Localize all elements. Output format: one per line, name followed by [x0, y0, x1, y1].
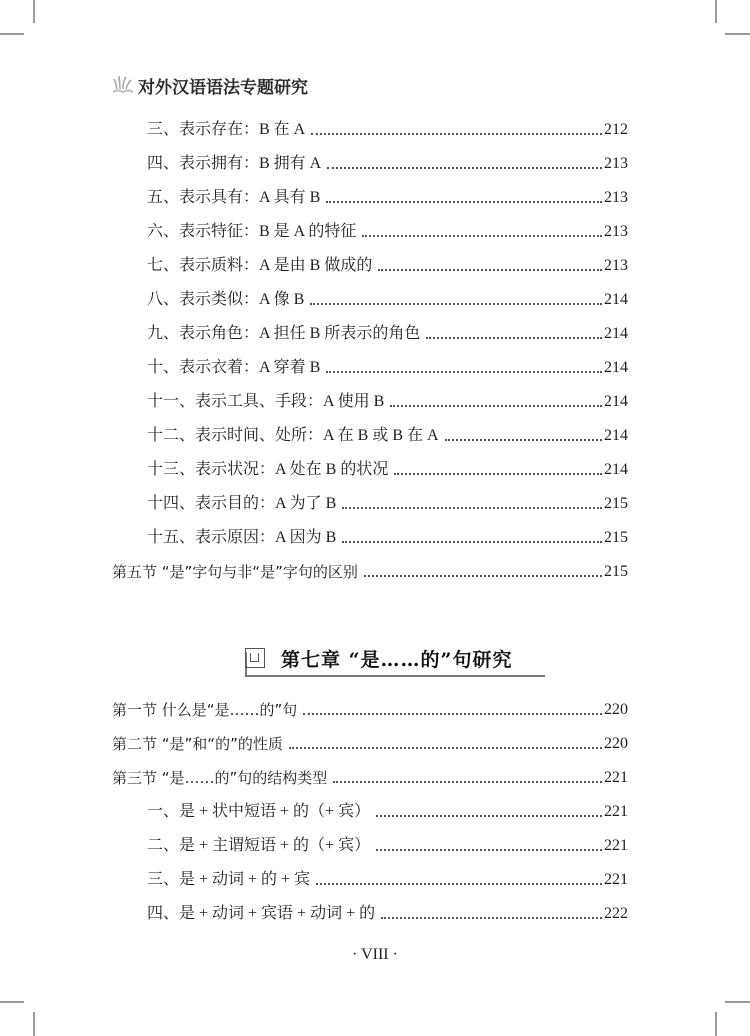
toc-entry-label: 三、表示存在：B 在 A [147, 121, 306, 138]
toc-entry[interactable] [0, 116, 750, 140]
toc-entry-label: 一、是 + 状中短语 + 的（+ 宾） [147, 803, 371, 820]
toc-entry[interactable] [0, 150, 750, 174]
toc-entry-label: 十、表示衣着：A 穿着 B [147, 359, 321, 376]
toc-entry-page: 220 [604, 701, 628, 718]
dot-leader [445, 439, 602, 441]
toc-section-entry[interactable] [0, 558, 750, 582]
square-spiral-icon [245, 648, 265, 668]
dot-leader [327, 167, 602, 169]
toc-entry-label: 十四、表示目的：A 为了 B [147, 495, 337, 512]
dot-leader [426, 337, 602, 339]
toc-entry-label: 九、表示角色：A 担任 B 所表示的角色 [147, 325, 421, 342]
toc-entry-label: 十二、表示时间、处所：A 在 B 或 B 在 A [147, 427, 439, 444]
toc-entry[interactable] [0, 832, 750, 856]
toc-section-entry[interactable] [0, 730, 750, 754]
toc-entry-page: 214 [604, 427, 628, 444]
toc-entry[interactable] [0, 388, 750, 412]
toc-entry[interactable] [0, 422, 750, 446]
dot-leader [362, 235, 602, 237]
toc-entry-page: 214 [604, 359, 628, 376]
toc-entry-page: 215 [604, 529, 628, 546]
toc-entry[interactable] [0, 524, 750, 548]
toc-entry[interactable] [0, 866, 750, 890]
running-header [112, 70, 308, 100]
toc-entry-label: 十三、表示状况：A 处在 B 的状况 [147, 461, 389, 478]
dot-leader [310, 303, 602, 305]
toc-entry-label: 二、是 + 主谓短语 + 的（+ 宾） [147, 837, 371, 854]
dot-leader [303, 713, 602, 715]
dot-leader [364, 575, 602, 577]
toc-section-entry[interactable] [0, 764, 750, 788]
dot-leader [342, 541, 602, 543]
chapter-title: 第七章 “是……的”句研究 [281, 648, 513, 671]
dot-leader [326, 201, 602, 203]
toc-entry-page: 214 [604, 393, 628, 410]
toc-entry[interactable] [0, 252, 750, 276]
crop-mark-top-left-vertical [33, 0, 35, 23]
toc-entry-label: 第二节 “是”和“的”的性质 [112, 735, 283, 753]
toc-entry-page: 221 [604, 803, 628, 820]
dot-leader [289, 747, 602, 749]
toc-entry-page: 221 [604, 837, 628, 854]
toc-entry[interactable] [0, 218, 750, 242]
toc-entry[interactable] [0, 320, 750, 344]
toc-entry-page: 213 [604, 257, 628, 274]
toc-entry-page: 214 [604, 325, 628, 342]
crop-mark-bottom-right-vertical [715, 1012, 717, 1036]
chapter-underline [245, 675, 545, 677]
toc-entry-label: 十五、表示原因：A 因为 B [147, 529, 337, 546]
dot-leader [390, 405, 602, 407]
toc-entry-label: 第一节 什么是“是……的”句 [112, 701, 298, 719]
crop-mark-bottom-left-horizontal [0, 1001, 24, 1003]
chapter-heading[interactable] [245, 640, 545, 676]
toc-entry-page: 214 [604, 461, 628, 478]
toc-entry-label: 八、表示类似：A 像 B [147, 291, 305, 308]
toc-entry-label: 四、是 + 动词 + 宾语 + 动词 + 的 [147, 905, 376, 922]
toc-entry-page: 213 [604, 155, 628, 172]
toc-entry-page: 220 [604, 735, 628, 752]
dot-leader [311, 133, 602, 135]
toc-entry-page: 221 [604, 769, 628, 786]
dot-leader [376, 849, 602, 851]
toc-entry-page: 215 [604, 495, 628, 512]
toc-entry-label: 七、表示质料：A 是由 B 做成的 [147, 257, 373, 274]
toc-entry-label: 四、表示拥有：B 拥有 A [147, 155, 322, 172]
crop-mark-top-right-vertical [715, 0, 717, 23]
crop-mark-bottom-right-horizontal [725, 1001, 750, 1003]
toc-entry-page: 214 [604, 291, 628, 308]
open-book-with-leaves-icon [112, 73, 134, 97]
dot-leader [381, 917, 602, 919]
toc-entry[interactable] [0, 456, 750, 480]
dot-leader [394, 473, 602, 475]
dot-leader [342, 507, 602, 509]
toc-entry-label: 第三节 “是……的”句的结构类型 [112, 769, 328, 787]
toc-entry-page: 222 [604, 905, 628, 922]
toc-entry-label: 六、表示特征：B 是 A 的特征 [147, 223, 357, 240]
toc-entry-page: 221 [604, 871, 628, 888]
toc-entry-page: 215 [604, 563, 628, 580]
toc-entry-page: 212 [604, 121, 628, 138]
toc-entry-label: 三、是 + 动词 + 的 + 宾 [147, 871, 311, 888]
page-number: · VIII · [352, 946, 398, 963]
toc-entry[interactable] [0, 354, 750, 378]
toc-entry[interactable] [0, 900, 750, 924]
dot-leader [376, 815, 602, 817]
toc-entry-page: 213 [604, 189, 628, 206]
book-title: 对外汉语语法专题研究 [138, 77, 308, 98]
dot-leader [326, 371, 602, 373]
toc-entry-label: 十一、表示工具、手段：A 使用 B [147, 393, 385, 410]
dot-leader [333, 781, 602, 783]
dot-leader [378, 269, 602, 271]
toc-entry[interactable] [0, 490, 750, 514]
toc-entry-page: 213 [604, 223, 628, 240]
toc-entry[interactable] [0, 184, 750, 208]
toc-entry[interactable] [0, 286, 750, 310]
dot-leader [316, 883, 602, 885]
toc-entry[interactable] [0, 798, 750, 822]
toc-section-entry[interactable] [0, 696, 750, 720]
toc-entry-label: 五、表示具有：A 具有 B [147, 189, 321, 206]
crop-mark-top-left-horizontal [0, 33, 24, 35]
toc-entry-label: 第五节 “是”字句与非“是”字句的区别 [112, 563, 358, 581]
crop-mark-bottom-left-vertical [33, 1012, 35, 1036]
crop-mark-top-right-horizontal [725, 33, 750, 35]
